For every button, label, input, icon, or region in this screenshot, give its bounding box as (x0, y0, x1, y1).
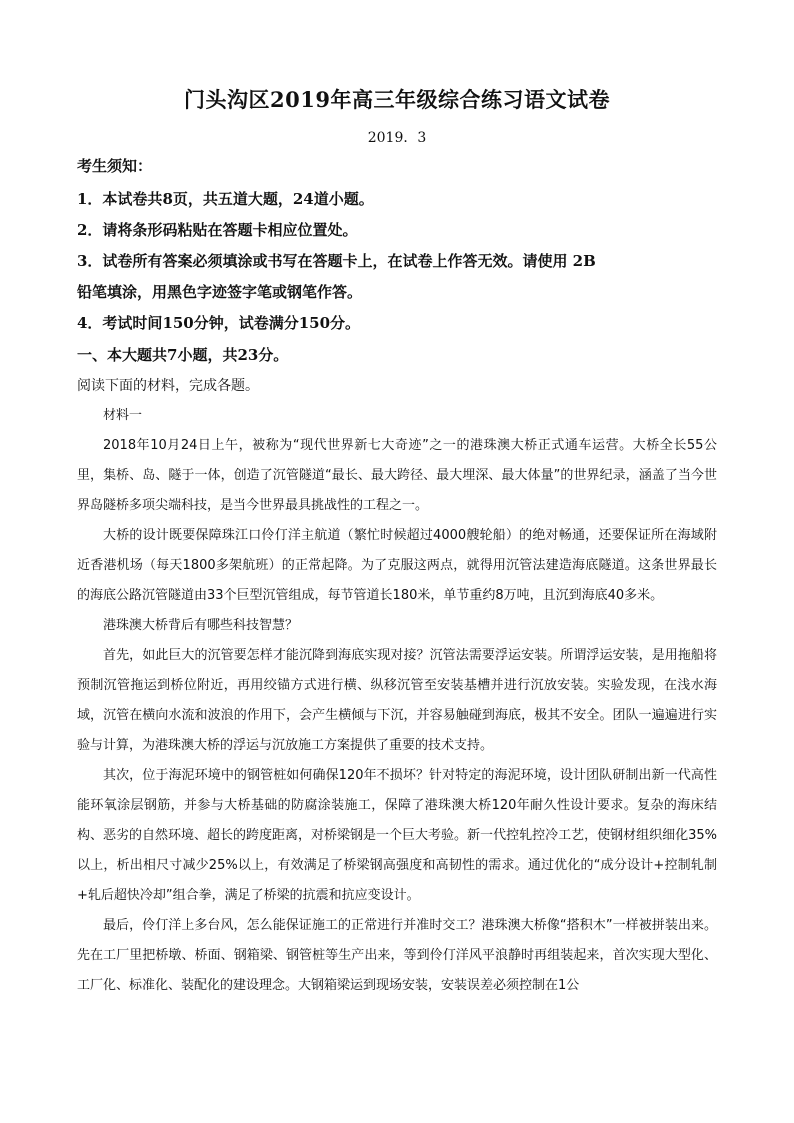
notice-item: 2．请将条形码粘贴在答题卡相应位置处。 (77, 221, 358, 239)
paragraph: 其次，位于海泥环境中的钢管桩如何确保120年不损坏？针对特定的海泥环境，设计团队研制出新一代高性能环氧涂层钢筋，并参与大桥基础的防腐涂装施工，保障了港珠澳大桥120年耐久性设计要求。复杂的海床结构、恶劣的自然环境、超长的跨度距离，对桥梁钢是一个巨大考验。新一代控轧控冷工艺，使钢材组织细化35%以上，析出相尺寸减少25%以上，有效满足了桥梁钢高强度和高韧性的需求。通过优化的“成分设计+控制轧制+轧后超快冷却”组合拳，满足了桥梁的抗震和抗应变设计。 (77, 768, 717, 903)
paragraph: 最后，伶仃洋上多台风，怎么能保证施工的正常进行并准时交工？港珠澳大桥像“搭积木”一样被拼装出来。先在工厂里把桥墩、桥面、钢箱梁、钢管桩等生产出来，等到伶仃洋风平浪静时再组装起来，首次实现大型化、工厂化、标准化、装配化的建设理念。大钢箱梁运到现场安装，安装误差必须控制在1公 (77, 918, 717, 993)
material-text (77, 401, 717, 1001)
paragraph: 港珠澳大桥背后有哪些科技智慧？ (103, 618, 299, 633)
exam-date: 2019．3 (367, 130, 427, 146)
reading-instruction: 阅读下面的材料，完成各题。 (77, 378, 259, 394)
notice-item: 1．本试卷共8页，共五道大题，24道小题。 (77, 190, 374, 208)
notice-item: 3．试卷所有答案必须填涂或书写在答题卡上，在试卷上作答无效。请使用 2B (77, 252, 596, 270)
paragraph: 大桥的设计既要保障珠江口伶仃洋主航道（繁忙时候超过4000艘轮船）的绝对畅通，还要保证所在海域附近香港机场（每天1800多架航班）的正常起降。为了克服这两点，就得用沉管法建造海底隧道。这条世界最长的海底公路沉管隧道由33个巨型沉管组成，每节管道长180米，单节重约8万吨，且沉到海底40多米。 (77, 528, 717, 603)
paragraph: 2018年10月24日上午，被称为“现代世界新七大奇迹”之一的港珠澳大桥正式通车运营。大桥全长55公里，集桥、岛、隧于一体，创造了沉管隧道“最长、最大跨径、最大埋深、最大体量”的世界纪录，涵盖了当今世界岛隧桥多项尖端科技，是当今世界最具挑战性的工程之一。 (77, 438, 717, 513)
exam-title: 门头沟区2019年高三年级综合练习语文试卷 (184, 87, 610, 112)
notice-item: 铅笔填涂，用黑色字迹签字笔或钢笔作答。 (77, 283, 363, 301)
paragraph: 首先，如此巨大的沉管要怎样才能沉降到海底实现对接？沉管法需要浮运安装。所谓浮运安装，是用拖船将预制沉管拖运到桥位附近，再用绞锚方式进行横、纵移沉管至安装基槽并进行沉放安装。实验发现，在浅水海域，沉管在横向水流和波浪的作用下，会产生横倾与下沉，并容易触碰到海底，极其不安全。团队一遍遍进行实验与计算，为港珠澳大桥的浮运与沉放施工方案提供了重要的技术支持。 (77, 648, 717, 753)
notice-heading: 考生须知： (77, 157, 153, 175)
material-label: 材料一 (103, 408, 143, 423)
section-heading: 一、本大题共7小题，共23分。 (77, 346, 289, 364)
notice-item: 4．考试时间150分钟，试卷满分150分。 (77, 314, 361, 332)
